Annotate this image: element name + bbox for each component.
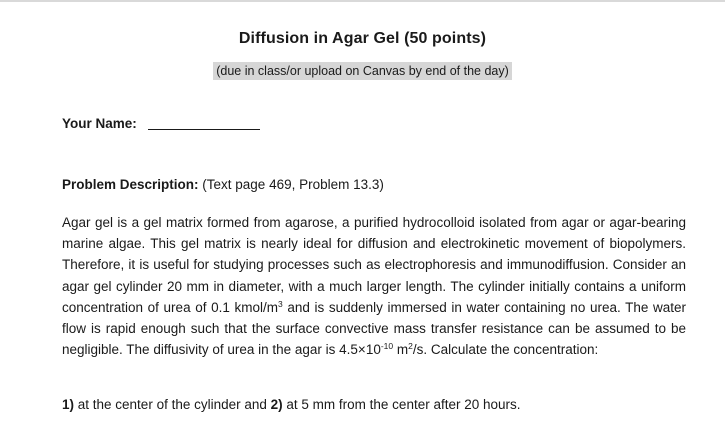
question-1-number: 1) (62, 397, 75, 412)
paragraph-part-1: Agar gel is a gel matrix formed from agarose, a purified hydrocolloid isolated from agar or agar-bearing marine algae. This gel matrix is nearly ideal for diffusion and electrokinetic movement of biopolymers. Therefore, it is useful for studying processes such as electrophoresis and immunodiffusion. Consider an agar gel cylinder 20 mm in diameter, with a much larger length. The cylinder initially contains a uniform concentration of urea of 0.1 kmol/m (62, 215, 686, 315)
page-top-border (0, 0, 725, 2)
paragraph-part-4: /s. Calculate the concentration: (412, 342, 599, 358)
question-1-text: at the center of the cylinder and (74, 397, 271, 412)
paragraph-part-3: m (393, 342, 409, 358)
superscript-squared: 2 (408, 341, 413, 352)
document-title: Diffusion in Agar Gel (50 points) (238, 30, 487, 47)
paragraph-part-2: and is suddenly immersed in water containing no urea. The water flow is rapid enough such that the surface convective mass transfer resistance can be assumed to be negligible. The diffusivity of urea in the agar is 4.5×10 (62, 299, 686, 358)
question-2-text: at 5 mm from the center after 20 hours. (282, 397, 521, 412)
name-label: Your Name: (62, 116, 137, 131)
problem-paragraph (62, 212, 686, 360)
problem-heading-label: Problem Description: (62, 177, 199, 192)
question-2-number: 2) (270, 397, 283, 412)
due-date-note: (due in class/or upload on Canvas by end of the day) (213, 62, 512, 80)
subtitle-container (0, 62, 725, 80)
questions-line (62, 397, 521, 412)
name-blank-line (148, 129, 260, 130)
problem-heading-reference: (Text page 469, Problem 13.3) (198, 177, 384, 192)
problem-heading (62, 177, 384, 192)
superscript-exponent: -10 (380, 341, 394, 352)
superscript-cubed: 3 (277, 298, 283, 309)
